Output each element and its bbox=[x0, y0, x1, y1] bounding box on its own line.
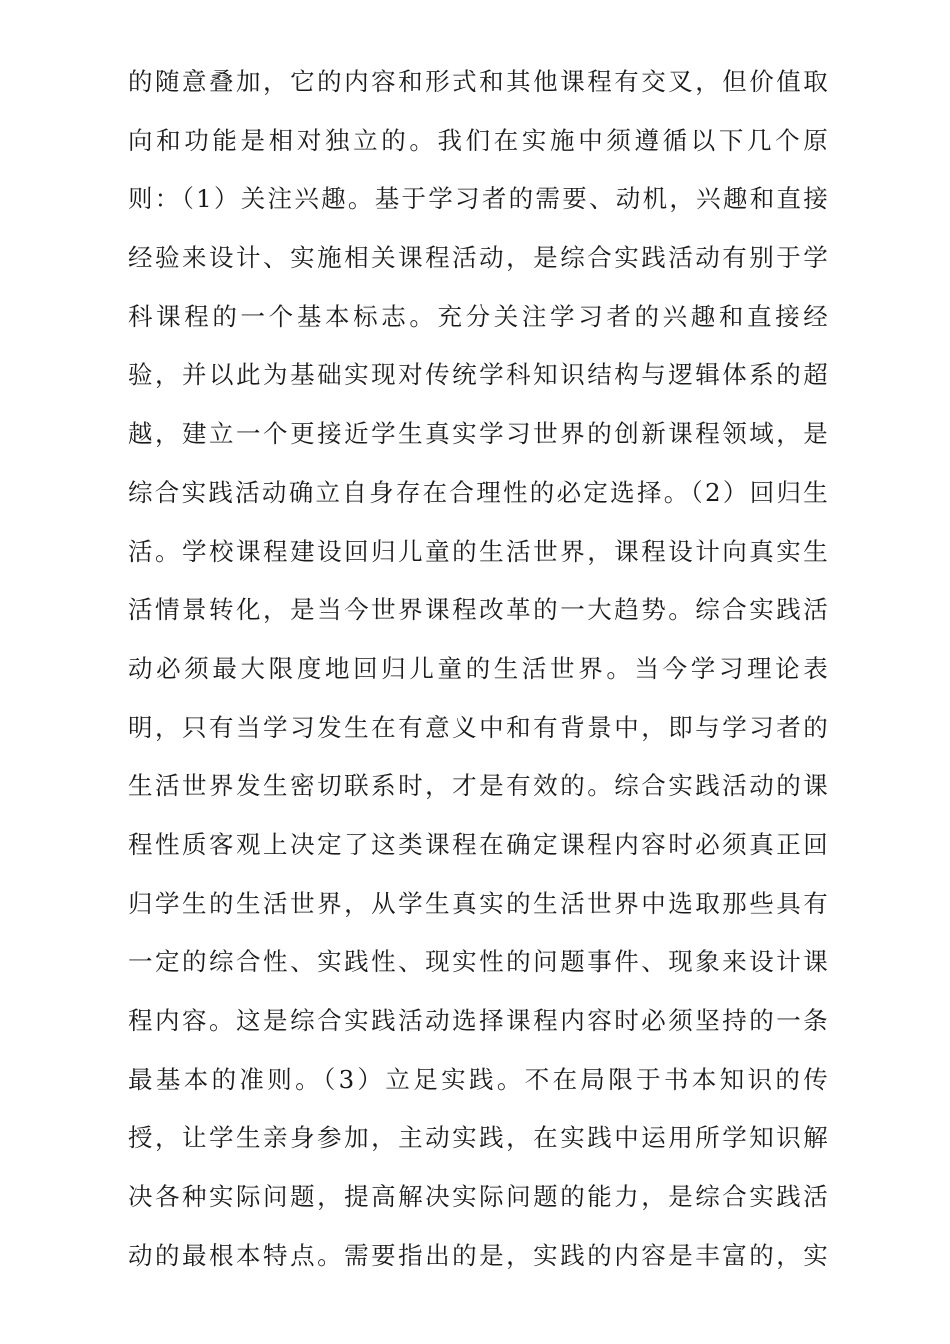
text-line: 归学生的生活世界，从学生真实的生活世界中选取那些具有 bbox=[128, 888, 828, 918]
text-line: 决各种实际问题，提高解决实际问题的能力，是综合实践活 bbox=[128, 1182, 828, 1212]
text-line: 验，并以此为基础实现对传统学科知识结构与逻辑体系的超 bbox=[128, 360, 828, 390]
text-line: 综合实践活动确立自身存在合理性的必定选择。（2）回归生 bbox=[128, 477, 828, 507]
text-line: 明，只有当学习发生在有意义中和有背景中，即与学习者的 bbox=[128, 712, 828, 742]
text-line: 的随意叠加，它的内容和形式和其他课程有交叉，但价值取 bbox=[128, 67, 828, 96]
body-text bbox=[128, 53, 828, 1285]
text-line: 则：（1）关注兴趣。基于学习者的需要、动机，兴趣和直接 bbox=[128, 184, 828, 214]
text-line: 科课程的一个基本标志。充分关注学习者的兴趣和直接经 bbox=[128, 301, 828, 331]
text-line: 活。学校课程建设回归儿童的生活世界，课程设计向真实生 bbox=[128, 536, 828, 566]
text-line: 动必须最大限度地回归儿童的生活世界。当今学习理论表 bbox=[128, 653, 828, 683]
text-line: 活情景转化，是当今世界课程改革的一大趋势。综合实践活 bbox=[128, 595, 828, 625]
text-line: 程内容。这是综合实践活动选择课程内容时必须坚持的一条 bbox=[128, 1006, 828, 1035]
text-line: 授，让学生亲身参加，主动实践，在实践中运用所学知识解 bbox=[128, 1123, 828, 1153]
text-line: 越，建立一个更接近学生真实学习世界的创新课程领域，是 bbox=[128, 419, 828, 449]
text-line: 经验来设计、实施相关课程活动，是综合实践活动有别于学 bbox=[128, 243, 828, 273]
text-line: 动的最根本特点。需要指出的是，实践的内容是丰富的，实 bbox=[128, 1240, 828, 1270]
text-line: 生活世界发生密切联系时，才是有效的。综合实践活动的课 bbox=[128, 771, 828, 801]
text-line: 一定的综合性、实践性、现实性的问题事件、现象来设计课 bbox=[128, 947, 828, 977]
text-line: 向和功能是相对独立的。我们在实施中须遵循以下几个原 bbox=[128, 125, 828, 155]
text-line: 最基本的准则。（3）立足实践。不在局限于书本知识的传 bbox=[128, 1064, 828, 1094]
text-line: 程性质客观上决定了这类课程在确定课程内容时必须真正回 bbox=[128, 829, 828, 859]
